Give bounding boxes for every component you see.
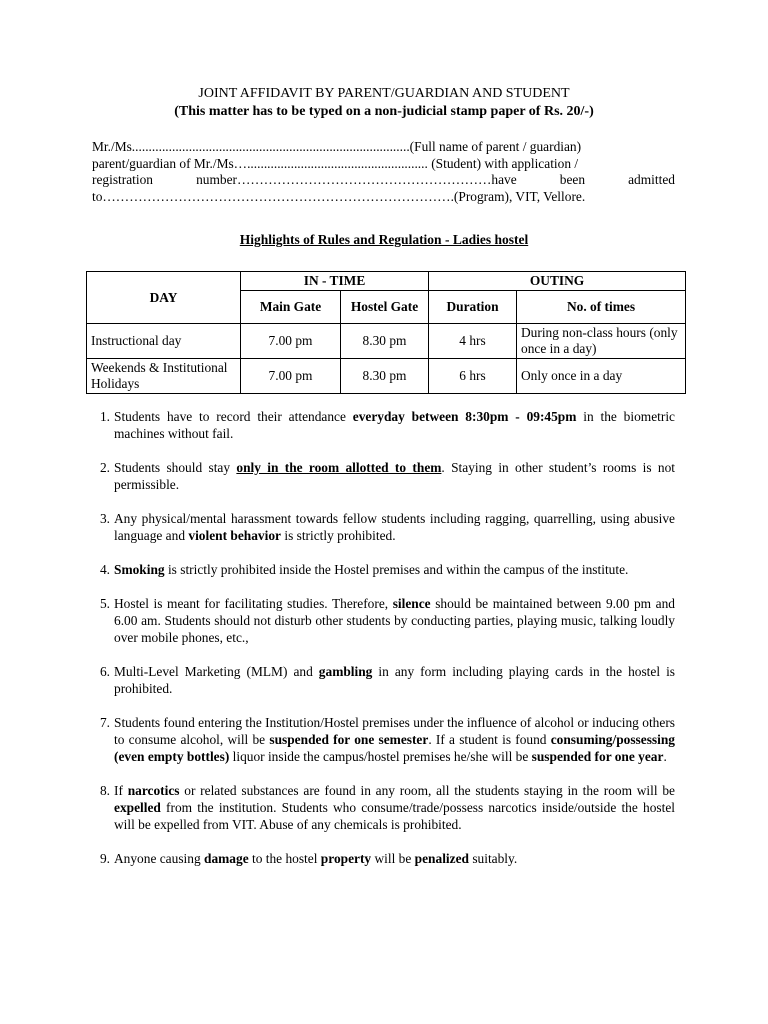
table-row [87,359,686,394]
rule-text: in the biometric machines without fail. [114,409,675,441]
rule-emphasis: expelled [114,800,161,815]
rule-text: Students found entering the Institution/Hostel premises under the influence of alcohol or inducing others to consume alcohol, will be [114,715,675,747]
duration-cell: 6 hrs [429,359,517,394]
rule-text: . If a student is found [428,732,551,747]
document-title: JOINT AFFIDAVIT BY PARENT/GUARDIAN AND STUDENT [198,86,570,101]
intro-line-2: parent/guardian of Mr./Ms…...................................................... (Student) with application / [92,156,579,171]
rule-emphasis: penalized [414,851,469,866]
rule-text: in any form including playing cards in the hostel is prohibited. [114,664,675,696]
day-cell: Instructional day [87,324,241,359]
duration-header: Duration [429,291,517,324]
rule-text: liquor inside the campus/hostel premises he/she will be [229,749,532,764]
rule-text: Students should stay [114,460,237,475]
in-time-header: IN - TIME [241,272,429,291]
rule-text: should be maintained between 9.00 pm and 6.00 am. Students should not disturb other students by conducting parties, playing music, talking loudly over mobile phones, etc., [114,596,675,645]
table-row [87,324,686,359]
rule-text: is strictly prohibited. [281,528,396,543]
rule-text: will be [371,851,415,866]
intro-word: number…………………………………………………have [196,172,517,187]
hostel-timing-table [86,271,686,394]
rule-emphasis: suspended for one semester [269,732,429,747]
rule-number: 4. [99,562,110,577]
day-cell: Weekends & Institutional Holidays [87,359,241,394]
rule-number: 6. [99,664,110,679]
duration-cell: 4 hrs [429,324,517,359]
hostel-gate-cell: 8.30 pm [341,359,429,394]
rule-emphasis: consuming/possessing (even empty bottles) [114,732,675,764]
rule-number: 5. [99,596,110,611]
rule-number: 8. [99,783,110,798]
rule-text: or related substances are found in any room, all the students staying in the room will be [179,783,675,798]
intro-word: registration [92,172,153,187]
rule-text: Hostel is meant for facilitating studies. Therefore, [114,596,393,611]
rule-emphasis: suspended for one year [531,749,664,764]
rule-text: . Staying in other student’s rooms is not permissible. [114,460,675,492]
outing-header: OUTING [429,272,686,291]
rule-emphasis: silence [392,596,431,611]
intro-line-3 [92,171,675,188]
times-cell: During non-class hours (only once in a day) [517,324,686,359]
rule-item [99,663,675,697]
rule-text: is strictly prohibited inside the Hostel premises and within the campus of the institute. [164,562,629,577]
rule-item [99,510,675,544]
rule-text: Any physical/mental harassment towards fellow students including ragging, quarrelling, using abusive language and [114,511,675,543]
rule-item [99,459,675,493]
rule-item [99,408,675,442]
rule-emphasis: Smoking [114,562,165,577]
rule-item [99,714,675,765]
rules-list [99,408,675,884]
hostel-gate-cell: 8.30 pm [341,324,429,359]
intro-word: admitted [628,172,675,187]
rule-text: Students have to record their attendance [114,409,353,424]
rule-emphasis: narcotics [127,783,180,798]
rule-item [99,782,675,833]
rule-text: . [663,749,667,764]
rule-emphasis: only in the room allotted to them [236,460,442,475]
rule-number: 7. [99,715,110,730]
rule-number: 9. [99,851,110,866]
document-subtitle: (This matter has to be typed on a non-judicial stamp paper of Rs. 20/-) [174,104,594,119]
rule-text: Multi-Level Marketing (MLM) and [114,664,319,679]
main-gate-cell: 7.00 pm [241,359,341,394]
rule-emphasis: everyday between 8:30pm - 09:45pm [352,409,577,424]
highlights-heading: Highlights of Rules and Regulation - Ladies hostel [239,232,529,247]
rule-emphasis: property [320,851,372,866]
intro-line-4: to…………………………………………………………………….(Program), VIT, Vellore. [92,189,586,204]
rule-text: suitably. [468,851,518,866]
rule-item [99,561,675,578]
main-gate-header: Main Gate [241,291,341,324]
rule-number: 3. [99,511,110,526]
rule-emphasis: gambling [318,664,373,679]
rule-text: to the hostel [248,851,321,866]
rule-number: 1. [99,409,110,424]
hostel-gate-header: Hostel Gate [341,291,429,324]
times-header: No. of times [517,291,686,324]
rule-number: 2. [99,460,110,475]
times-cell: Only once in a day [517,359,686,394]
rule-text: Anyone causing [114,851,204,866]
rule-text: If [114,783,128,798]
rule-item [99,850,675,867]
intro-word: been [559,172,586,187]
rule-text: from the institution. Students who consume/trade/possess narcotics inside/outside the hostel will be expelled from VIT. Abuse of any chemicals is prohibited. [114,800,675,832]
rule-emphasis: damage [204,851,249,866]
intro-line-1: Mr./Ms...................................................................................(Full name of parent / guardian) [92,139,582,154]
rule-item [99,595,675,646]
main-gate-cell: 7.00 pm [241,324,341,359]
rule-emphasis: violent behavior [188,528,281,543]
day-header: DAY [87,272,241,324]
